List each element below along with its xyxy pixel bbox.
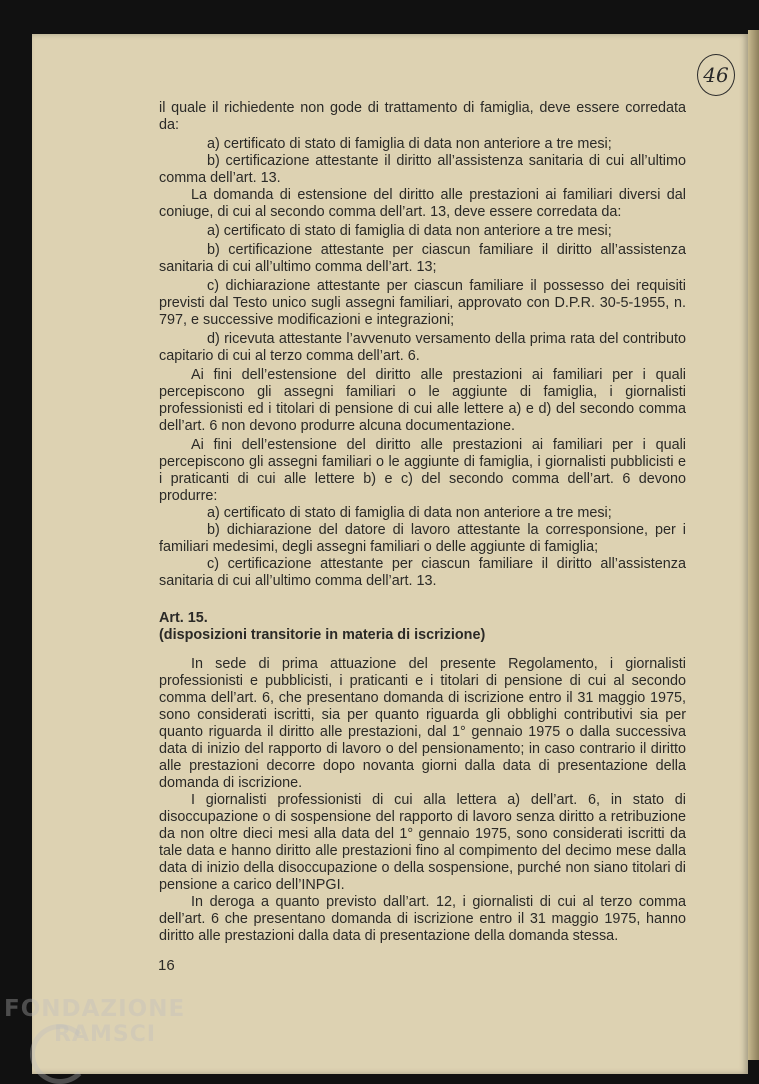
page-edge <box>748 30 759 1060</box>
paragraph: Ai fini dell’estensione del diritto alle prestazioni ai familiari per i quali percepiscono gli assegni familiari o le aggiunte di famiglia, i giornalisti pubblicisti e i praticanti di cui alle lettere b) e c) del secondo comma dell’art. 6 devono produrre: <box>159 437 686 504</box>
watermark-line2: RAMSCI <box>54 1022 157 1047</box>
watermark <box>4 996 185 1048</box>
body-text <box>159 100 686 945</box>
paragraph: In deroga a quanto previsto dall’art. 12, i giornalisti di cui al terzo comma dell’art. 6 che presentano domanda di iscrizione entro il 31 maggio 1975, hanno diritto alle prestazioni dalla data di presentazione della domanda stessa. <box>159 894 686 944</box>
paragraph: I giornalisti professionisti di cui alla lettera a) dell’art. 6, in stato di disoccupazione o di sospensione del rapporto di lavoro senza diritto a retribuzione da non oltre dieci mesi alla data del 1° gennaio 1975, sono considerati iscritti da tale data e hanno diritto alle prestazioni fino al compimento del decimo mese dalla data di inizio della disoccupazione o della sospensione, purché non siano titolari di pensione a carico dell’INPGI. <box>159 792 686 893</box>
list-item: b) dichiarazione del datore di lavoro attestante la corresponsione, per i familiari medesimi, degli assegni familiari o delle aggiunte di famiglia; <box>159 522 686 555</box>
watermark-line1: FONDAZIONE <box>4 996 186 1022</box>
list-item: d) ricevuta attestante l’avvenuto versamento della prima rata del contributo capitario di cui al terzo comma dell’art. 6. <box>159 331 686 364</box>
paragraph: In sede di prima attuazione del presente Regolamento, i giornalisti professionisti e pubblicisti, i praticanti e i titolari di pensione di cui al secondo comma dell’art. 6, che presentano domanda di iscrizione entro il 31 maggio 1975, sono considerati iscritti, sia per quanto riguarda gli obblighi contributivi sia per quanto riguarda il diritto alle prestazioni, dal 1° gennaio 1975 o dalla successiva data di inizio del rapporto di lavoro o del pensionamento; in caso contrario il diritto alle prestazioni decorre dopo novanta giorni dalla data di presentazione della domanda di iscrizione. <box>159 656 686 791</box>
folio-text: 46 <box>703 63 729 87</box>
watermark-logo-icon <box>30 1024 90 1084</box>
list-item: c) certificazione attestante per ciascun familiare il diritto all’assistenza sanitaria di cui all’ultimo comma dell’art. 13. <box>159 556 686 589</box>
paragraph: il quale il richiedente non gode di trattamento di famiglia, deve essere corredata da: <box>159 100 686 133</box>
list-item: a) certificato di stato di famiglia di data non anteriore a tre mesi; <box>207 505 612 521</box>
list-item: a) certificato di stato di famiglia di data non anteriore a tre mesi; <box>207 223 612 239</box>
paragraph: Ai fini dell’estensione del diritto alle prestazioni ai familiari per i quali percepiscono gli assegni familiari o le aggiunte di famiglia, i giornalisti professionisti ed i titolari di pensione di cui alle lettere a) e d) del secondo comma dell’art. 6 non devono produrre alcuna documentazione. <box>159 367 686 434</box>
list-item: c) dichiarazione attestante per ciascun familiare il possesso dei requisiti previsti dal Testo unico sugli assegni familiari, approvato con D.P.R. 30-5-1955, n. 797, e successive modificazioni e integrazioni; <box>159 278 686 328</box>
article-title: (disposizioni transitorie in materia di iscrizione) <box>159 627 486 643</box>
list-item: b) certificazione attestante il diritto all’assistenza sanitaria di cui all’ultimo comma dell’art. 13. <box>159 153 686 186</box>
page-number: 16 <box>158 957 175 974</box>
list-item: a) certificato di stato di famiglia di data non anteriore a tre mesi; <box>207 136 612 152</box>
article-number: Art. 15. <box>159 610 208 626</box>
handwritten-folio-number <box>697 54 735 96</box>
list-item: b) certificazione attestante per ciascun familiare il diritto all’assistenza sanitaria di cui all’ultimo comma dell’art. 13; <box>159 242 686 275</box>
paragraph: La domanda di estensione del diritto alle prestazioni ai familiari diversi dal coniuge, di cui al secondo comma dell’art. 13, deve essere corredata da: <box>159 187 686 220</box>
